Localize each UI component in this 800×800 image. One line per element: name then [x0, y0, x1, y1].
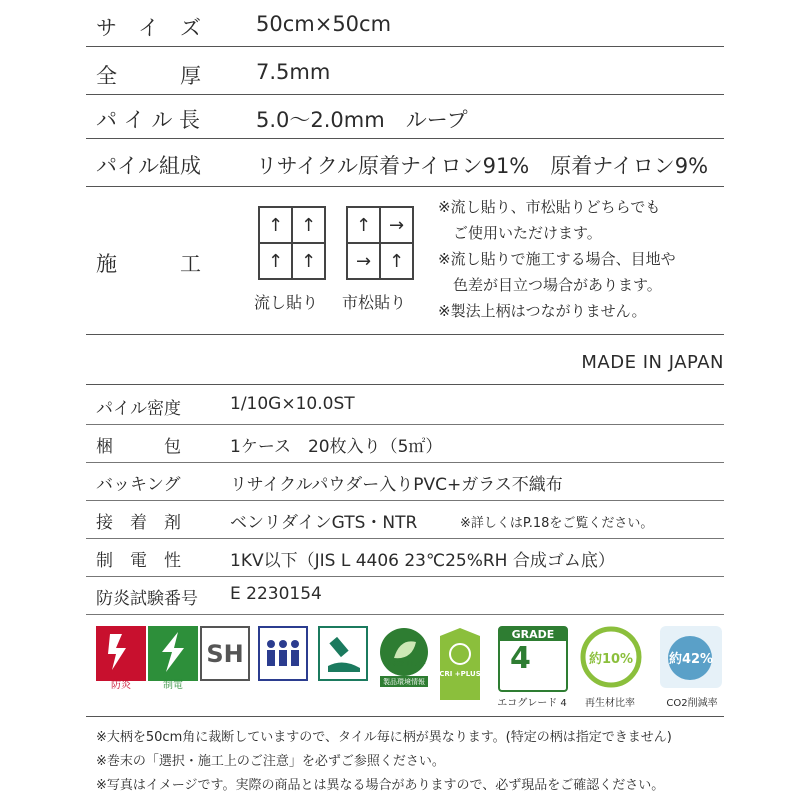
- eco-grade-label: エコグレード 4: [497, 698, 567, 709]
- made-in-label: MADE IN JAPAN: [581, 352, 724, 373]
- antistatic-icon: [148, 626, 198, 681]
- people-icon: [258, 626, 308, 681]
- divider: [86, 500, 724, 501]
- spec-label-pile-density: パイル密度: [96, 399, 181, 419]
- arrow-up-icon: ↑: [292, 207, 325, 243]
- sh-icon: SH: [200, 626, 250, 681]
- divider: [86, 186, 724, 187]
- fire-retardant-icon: [96, 626, 146, 681]
- divider: [86, 94, 724, 95]
- spec-label-packing: 梱 包: [96, 437, 181, 457]
- spec-label-pile-composition: パイル組成: [96, 154, 201, 178]
- spec-value-adhesive: ベンリダインGTS・NTR: [230, 513, 418, 533]
- arrow-up-icon: ↑: [292, 243, 325, 279]
- eco-grade-icon: [498, 626, 568, 692]
- eco-grade-badge: GRADE: [500, 628, 566, 641]
- spec-value-packing: 1ケース 20枚入り（5㎡）: [230, 437, 443, 457]
- spec-label-pile-length: パ イ ル 長: [96, 108, 201, 132]
- divider: [86, 46, 724, 47]
- arrow-up-icon: ↑: [380, 243, 413, 279]
- spec-value-pile-density: 1/10G×10.0ST: [230, 394, 355, 414]
- construction-note: ※製法上柄はつながりません。: [438, 302, 647, 320]
- spec-value-size: 50cm×50cm: [256, 12, 392, 36]
- spec-value-backing: リサイクルパウダー入りPVC+ガラス不織布: [230, 475, 563, 495]
- recycled-ratio-badge: 約10%: [588, 652, 634, 667]
- construction-note: ※流し貼りで施工する場合、目地や: [438, 250, 676, 268]
- construction-note: ご使用いただけます。: [438, 224, 602, 242]
- spec-value-antistatic: 1KV以下（JIS L 4406 23℃25%RH 合成ゴム底）: [230, 551, 615, 571]
- checker-layout-diagram: [346, 206, 414, 280]
- spec-label-backing: バッキング: [96, 475, 181, 495]
- divider: [86, 462, 724, 463]
- divider: [86, 138, 724, 139]
- arrow-up-icon: ↑: [347, 207, 380, 243]
- arrow-right-icon: →: [380, 207, 413, 243]
- divider: [86, 334, 724, 335]
- co2-reduction-badge: 約42%: [668, 652, 714, 667]
- adhesive-note: ※詳しくはP.18をご覧ください。: [460, 516, 654, 531]
- divider: [86, 716, 724, 717]
- eco-grade-value: 4: [510, 641, 531, 676]
- arrow-right-icon: →: [347, 243, 380, 279]
- co2-reduction-label: CO2削減率: [666, 698, 718, 709]
- spec-label-fire-test-number: 防炎試験番号: [96, 589, 198, 609]
- spec-label-adhesive: 接 着 剤: [96, 513, 181, 533]
- flow-layout-diagram: [258, 206, 326, 280]
- spec-label-antistatic: 制 電 性: [96, 551, 181, 571]
- spec-value-fire-test-number: E 2230154: [230, 584, 322, 604]
- divider: [86, 384, 724, 385]
- divider: [86, 614, 724, 615]
- arrow-up-icon: ↑: [259, 207, 292, 243]
- spec-value-pile-composition: リサイクル原着ナイロン91% 原着ナイロン9%: [256, 154, 709, 178]
- fire-retardant-label: 防炎: [111, 680, 131, 691]
- spec-label-size: サ イ ズ: [96, 16, 201, 40]
- divider: [86, 576, 724, 577]
- antistatic-label: 制電: [163, 680, 183, 691]
- construction-note: ※流し貼り、市松貼りどちらでも: [438, 198, 661, 216]
- arrow-up-icon: ↑: [259, 243, 292, 279]
- eco-leaf-label: 製品環境情報: [383, 678, 425, 686]
- spec-label-thickness: 全 厚: [96, 64, 201, 88]
- cri-green-label-icon: [436, 626, 484, 702]
- checker-layout-caption: 市松貼り: [342, 293, 407, 312]
- footnote: ※巻末の「選択・施工上のご注意」を必ずご参照ください。: [96, 754, 445, 769]
- footnote: ※写真はイメージです。実際の商品とは異なる場合がありますので、必ず現品をご確認ください。: [96, 778, 665, 793]
- spill-icon: [318, 626, 368, 681]
- divider: [86, 424, 724, 425]
- recycled-ratio-label: 再生材比率: [585, 698, 635, 709]
- eco-leaf-badge: ECO LEAF: [388, 660, 426, 668]
- divider: [86, 538, 724, 539]
- cri-badge: CRI +PLUS: [439, 670, 481, 678]
- flow-layout-caption: 流し貼り: [254, 293, 319, 312]
- footnote: ※大柄を50cm角に裁断していますので、タイル毎に柄が異なります。(特定の柄は指定できません): [96, 730, 672, 745]
- spec-value-pile-length: 5.0〜2.0mm ループ: [256, 108, 468, 132]
- spec-label-construction: 施 工: [96, 252, 201, 276]
- construction-note: 色差が目立つ場合があります。: [438, 276, 662, 294]
- spec-value-thickness: 7.5mm: [256, 60, 331, 84]
